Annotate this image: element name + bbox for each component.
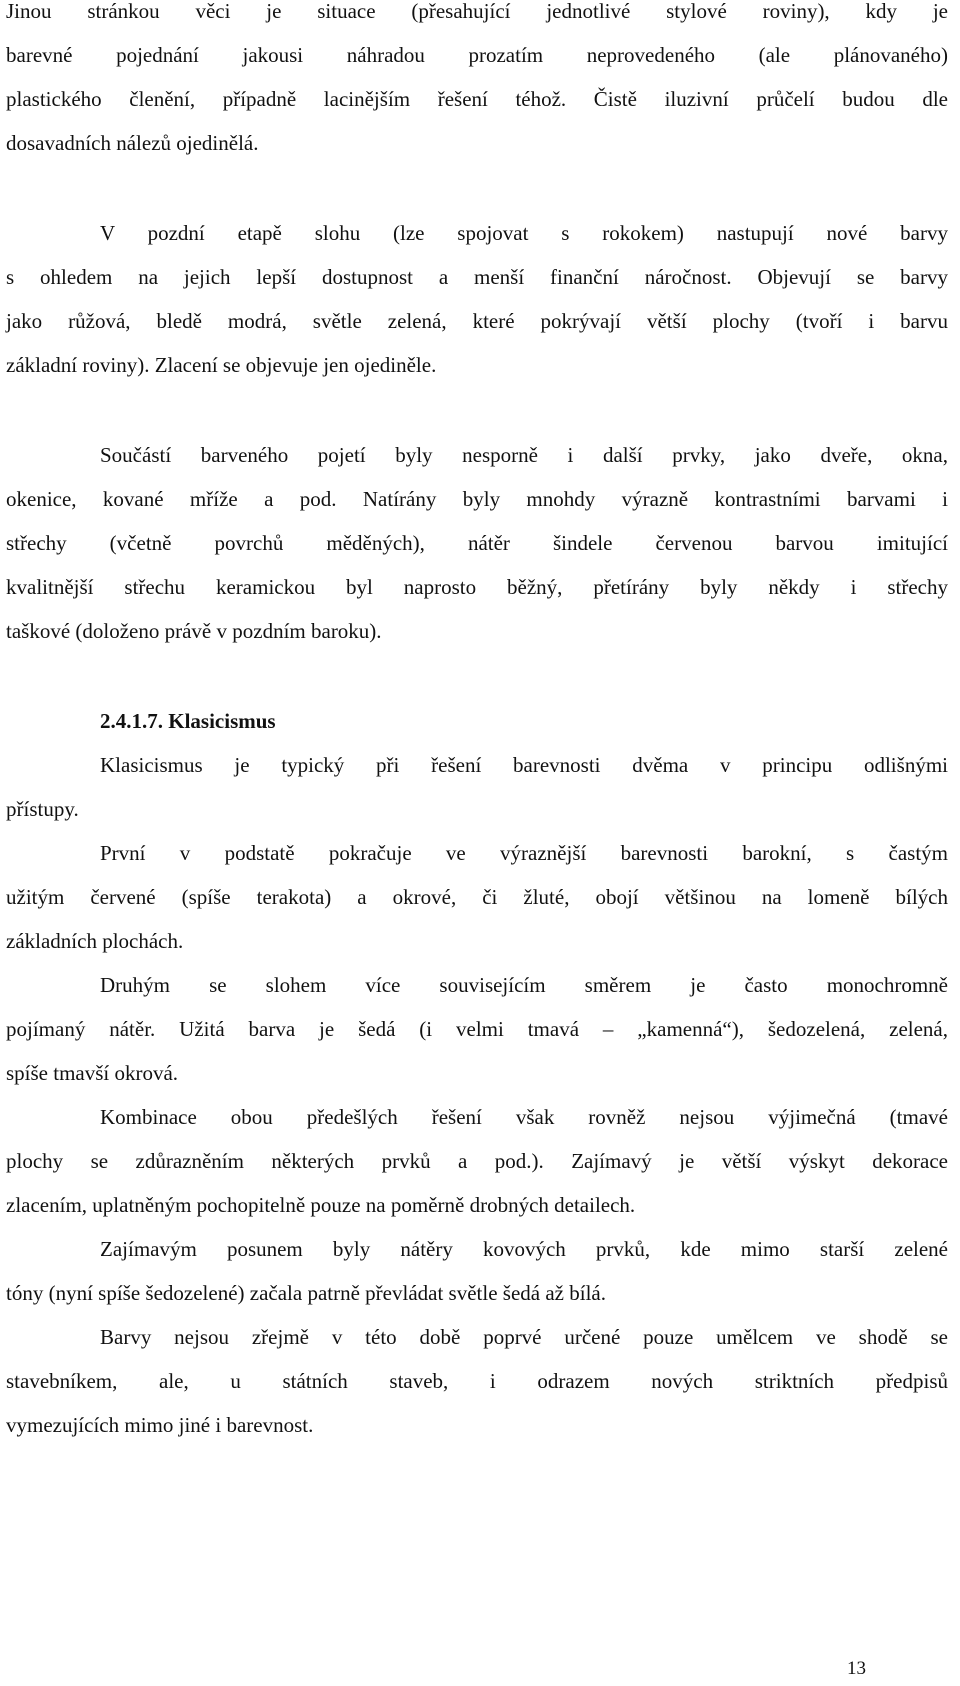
paragraph-3-line-2: okenice, kované mříže a pod. Natírány byly mnohdy výrazně kontrastními barvami i <box>6 487 948 511</box>
paragraph-1-line-3: plastického členění, případně lacinějším řešení téhož. Čistě iluzivní průčelí budou dle <box>6 87 948 111</box>
paragraph-3-line-4: kvalitnější střechu keramickou byl naprosto běžný, přetírány byly někdy i střechy <box>6 575 948 599</box>
paragraph-2-line-1: V pozdní etapě slohu (lze spojovat s rokokem) nastupují nové barvy <box>100 221 948 245</box>
section-paragraph-4-line-3: zlacením, uplatněným pochopitelně pouze na poměrně drobných detailech. <box>6 1193 636 1217</box>
section-paragraph-1-line-1: Klasicismus je typický při řešení barevnosti dvěma v principu odlišnými <box>100 753 948 777</box>
section-paragraph-4-line-2: plochy se zdůrazněním některých prvků a pod.). Zajímavý je větší výskyt dekorace <box>6 1149 948 1173</box>
paragraph-1-line-1: Jinou stránkou věci je situace (přesahující jednotlivé stylové roviny), kdy je <box>6 0 948 23</box>
section-paragraph-2-line-2: užitým červené (spíše terakota) a okrové, či žluté, obojí většinou na lomeně bílých <box>6 885 948 909</box>
section-paragraph-3-line-1: Druhým se slohem více souvisejícím směrem je často monochromně <box>100 973 948 997</box>
paragraph-1-line-2: barevné pojednání jakousi náhradou prozatím neprovedeného (ale plánovaného) <box>6 43 948 67</box>
section-paragraph-6-line-2: stavebníkem, ale, u státních staveb, i odrazem nových striktních předpisů <box>6 1369 948 1393</box>
paragraph-2-line-4: základní roviny). Zlacení se objevuje jen ojediněle. <box>6 353 437 377</box>
section-paragraph-5-line-2: tóny (nyní spíše šedozelené) začala patrně převládat světle šedá až bílá. <box>6 1281 606 1305</box>
paragraph-2-line-3: jako růžová, bledě modrá, světle zelená, které pokrývají větší plochy (tvoří i barvu <box>6 309 948 333</box>
page-number: 13 <box>847 1658 866 1679</box>
paragraph-3-line-3: střechy (včetně povrchů měděných), nátěr šindele červenou barvou imitující <box>6 531 948 555</box>
paragraph-2-line-2: s ohledem na jejich lepší dostupnost a menší finanční náročnost. Objevují se barvy <box>6 265 948 289</box>
paragraph-1-line-4: dosavadních nálezů ojedinělá. <box>6 131 259 155</box>
paragraph-3-line-5: taškové (doloženo právě v pozdním baroku). <box>6 619 382 643</box>
section-paragraph-3-line-2: pojímaný nátěr. Užitá barva je šedá (i velmi tmavá – „kamenná“), šedozelená, zelená, <box>6 1017 948 1041</box>
section-paragraph-6-line-3: vymezujících mimo jiné i barevnost. <box>6 1413 314 1437</box>
paragraph-3-line-1: Součástí barveného pojetí byly nesporně i další prvky, jako dveře, okna, <box>100 443 948 467</box>
section-paragraph-3-line-3: spíše tmavší okrová. <box>6 1061 179 1085</box>
section-paragraph-5-line-1: Zajímavým posunem byly nátěry kovových prvků, kde mimo starší zelené <box>100 1237 948 1261</box>
section-paragraph-1-line-2: přístupy. <box>6 797 79 821</box>
section-paragraph-6-line-1: Barvy nejsou zřejmě v této době poprvé určené pouze umělcem ve shodě se <box>100 1325 948 1349</box>
section-heading: 2.4.1.7. Klasicismus <box>100 709 276 733</box>
section-paragraph-2-line-1: První v podstatě pokračuje ve výraznější barevnosti barokní, s častým <box>100 841 948 865</box>
section-paragraph-2-line-3: základních plochách. <box>6 929 184 953</box>
section-paragraph-4-line-1: Kombinace obou předešlých řešení však rovněž nejsou výjimečná (tmavé <box>100 1105 948 1129</box>
